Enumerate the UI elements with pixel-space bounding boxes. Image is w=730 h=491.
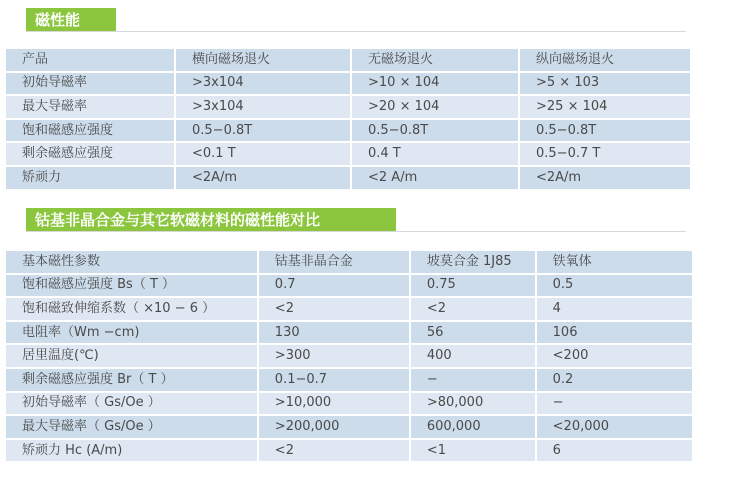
section-divider	[26, 231, 686, 232]
table-row	[6, 298, 692, 320]
table-cell: 106	[537, 322, 692, 344]
table-cell: 0.5	[537, 275, 692, 297]
table-cell: 600,000	[411, 416, 535, 438]
table-cell: 0.7	[259, 275, 409, 297]
table-cell: >5 × 103	[520, 73, 690, 95]
table-cell: 0.5−0.8T	[352, 120, 518, 142]
table-cell: >200,000	[259, 416, 409, 438]
column-header: 坡莫合金 1J85	[411, 251, 535, 273]
table-cell: 130	[259, 322, 409, 344]
table-row	[6, 120, 690, 142]
table-cell: <2	[411, 298, 535, 320]
magnetic-properties-table	[4, 47, 692, 191]
table-cell: 剩余磁感应强度 Br（ T ）	[6, 369, 257, 391]
table-cell: −	[411, 369, 535, 391]
section-divider	[26, 31, 686, 32]
table-cell: >10,000	[259, 393, 409, 415]
table-row	[6, 322, 692, 344]
table-cell: >25 × 104	[520, 96, 690, 118]
column-header: 无磁场退火	[352, 49, 518, 71]
table-cell: 0.75	[411, 275, 535, 297]
table-cell: <0.1 T	[176, 143, 350, 165]
table-cell: 矫顽力	[6, 167, 174, 189]
table-cell: 最大导磁率	[6, 96, 174, 118]
table-row	[6, 393, 692, 415]
table-cell: <2	[259, 298, 409, 320]
table-row	[6, 275, 692, 297]
table-header-row	[6, 49, 690, 71]
table-cell: >300	[259, 345, 409, 367]
table-row	[6, 369, 692, 391]
column-header: 铁氧体	[537, 251, 692, 273]
table-cell: <2A/m	[520, 167, 690, 189]
section-title-comparison: 钴基非晶合金与其它软磁材料的磁性能对比	[26, 208, 396, 232]
column-header: 纵向磁场退火	[520, 49, 690, 71]
table-cell: 饱和磁感应强度	[6, 120, 174, 142]
table-row	[6, 167, 690, 189]
table-row	[6, 96, 690, 118]
column-header: 钴基非晶合金	[259, 251, 409, 273]
table-cell: 电阻率（Wm −cm)	[6, 322, 257, 344]
table-cell: 最大导磁率（ Gs/Oe ）	[6, 416, 257, 438]
table-cell: 剩余磁感应强度	[6, 143, 174, 165]
table-row	[6, 416, 692, 438]
table-cell: 400	[411, 345, 535, 367]
table-cell: 居里温度(℃)	[6, 345, 257, 367]
table-cell: <2A/m	[176, 167, 350, 189]
table-cell: >80,000	[411, 393, 535, 415]
table-cell: 矫顽力 Hc (A/m)	[6, 440, 257, 462]
table-row	[6, 440, 692, 462]
table-cell: <20,000	[537, 416, 692, 438]
table-row	[6, 345, 692, 367]
section-title-magnetic-properties: 磁性能	[26, 8, 116, 32]
column-header: 基本磁性参数	[6, 251, 257, 273]
table-cell: 饱和磁致伸缩系数（ ×10 − 6 ）	[6, 298, 257, 320]
table-cell: <1	[411, 440, 535, 462]
table-cell: 初始导磁率	[6, 73, 174, 95]
comparison-table	[4, 249, 694, 463]
table-cell: >3x104	[176, 73, 350, 95]
table-cell: >20 × 104	[352, 96, 518, 118]
table-cell: <2 A/m	[352, 167, 518, 189]
table-cell: 初始导磁率（ Gs/Oe ）	[6, 393, 257, 415]
table-cell: 0.1−0.7	[259, 369, 409, 391]
table-row	[6, 73, 690, 95]
table-cell: 0.4 T	[352, 143, 518, 165]
table-header-row	[6, 251, 692, 273]
table-cell: <200	[537, 345, 692, 367]
table-row	[6, 143, 690, 165]
column-header: 产品	[6, 49, 174, 71]
table-cell: >10 × 104	[352, 73, 518, 95]
table-cell: 4	[537, 298, 692, 320]
table-cell: >3x104	[176, 96, 350, 118]
table-cell: −	[537, 393, 692, 415]
table-cell: 6	[537, 440, 692, 462]
table-cell: 56	[411, 322, 535, 344]
column-header: 横向磁场退火	[176, 49, 350, 71]
table-cell: 0.5−0.8T	[520, 120, 690, 142]
table-cell: 0.2	[537, 369, 692, 391]
table-cell: 0.5−0.7 T	[520, 143, 690, 165]
table-cell: <2	[259, 440, 409, 462]
table-cell: 饱和磁感应强度 Bs（ T ）	[6, 275, 257, 297]
table-cell: 0.5−0.8T	[176, 120, 350, 142]
